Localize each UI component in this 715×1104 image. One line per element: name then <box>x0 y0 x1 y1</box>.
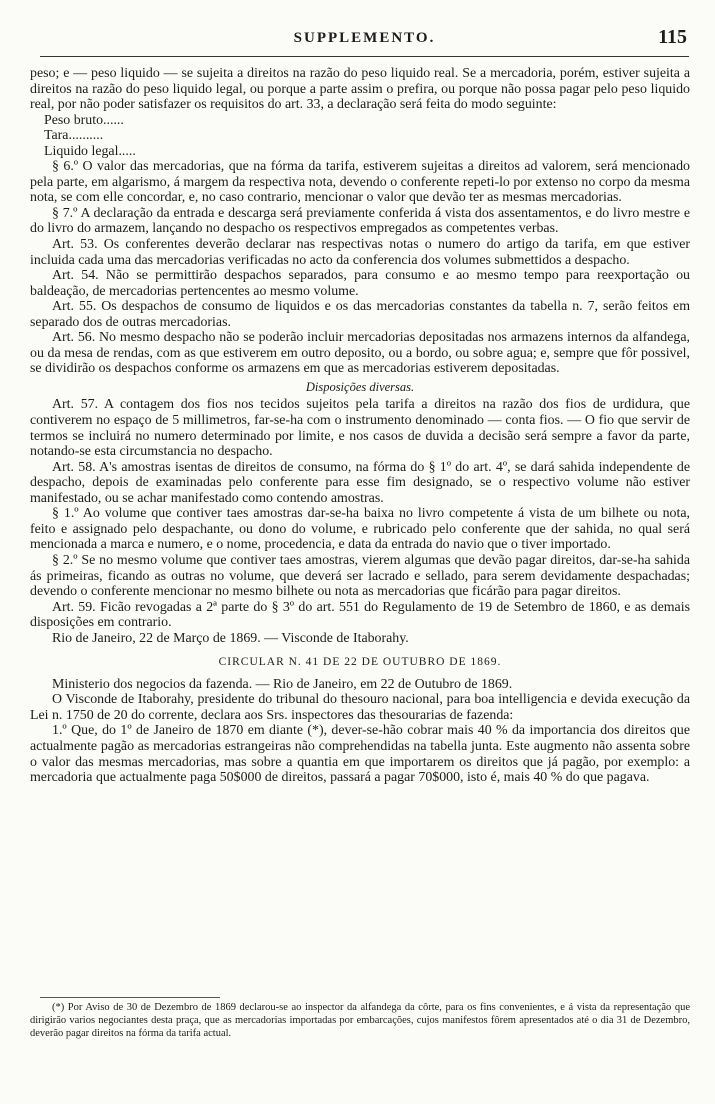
main-text <box>30 66 690 786</box>
paragraph: § 2.º Se no mesmo volume que contiver taes amostras, vierem algumas que devão pagar direitos, dar-se-ha sahida ás primeiras, ficando as outras no volume, que deverá ser lacrado e sellado, para serem devidamente despachadas; devendo o conferente mencionar no mesmo bilhete ou nota as mercadorias que ficárão para pagar direitos. <box>30 552 690 600</box>
paragraph: peso; e — peso liquido — se sujeita a direitos na razão do peso liquido real. Se a mercadoria, porém, estiver sujeita a direitos na razão do peso liquido legal, ou porque a parte assim o prefira, ou porque não possa pagar pelo peso liquido real, por não poder satisfazer os requisitos do art. 33, a declaração será feita do modo seguinte: <box>30 66 690 113</box>
paragraph: 1.º Que, do 1º de Janeiro de 1870 em diante (*), dever-se-hão cobrar mais 40 % da importancia dos direitos que actualmente pagão as mercadorias estrangeiras não comprehendidas na tabella junta. Este augmento não assenta sobre o valor das mesmas mercadorias, mas sobre a quantia em que importarem os direitos que já pagão, por exemplo: a mercadoria que actualmente paga 50$000 de direitos, passará a pagar 70$000, isto é, mais 40 % do que pagava. <box>30 723 690 786</box>
paragraph: O Visconde de Itaborahy, presidente do tribunal do thesouro nacional, para boa intelligencia e devida execução da Lei n. 1750 de 20 do corrente, declara aos Srs. inspectores das thesourarias de fazenda: <box>30 692 690 723</box>
section-heading: Disposições diversas. <box>305 379 415 394</box>
footnote: (*) Por Aviso de 30 de Dezembro de 1869 declarou-se ao inspector da alfandega da côrte, para os fins convenientes, e á vista da representação que dirigirão varios negociantes desta praça, que as mercadorias importadas por embarcações, cujos manifestos fôrem apresentados até o dia 31 de Dezembro, deverão pagar direitos na fórma da tarifa actual. <box>30 1002 690 1039</box>
paragraph: Art. 59. Ficão revogadas a 2ª parte do § 3º do art. 551 do Regulamento de 19 de Setembro de 1860, e as demais disposições em contrario. <box>30 599 690 631</box>
paragraph: Art. 57. A contagem dos fios nos tecidos sujeitos pela tarifa a direitos na razão dos fios de urdidura, que contiverem no espaço de 5 millimetros, far-se-ha com o instrumento denominado — conta fios. — O fio que servir de termos se incluirá no numero determinado por limite, e nos casos de duvida a decisão será sempre a favor da parte, notando-se esta circumstancia no despacho. <box>30 397 690 460</box>
paragraph: Art. 55. Os despachos de consumo de liquidos e os das mercadorias constantes da tabella n. 7, serão feitos em separado dos de outras mercadorias. <box>30 299 690 330</box>
paragraph: § 7.º A declaração da entrada e descarga será previamente conferida á vista dos assentamentos, e do livro mestre e do livro do armazem, lançando no despacho os respectivos empregados as competentes verbas. <box>30 205 690 237</box>
page-header <box>40 24 689 57</box>
running-title: SUPPLEMENTO. <box>293 30 436 46</box>
paragraph: Ministerio dos negocios da fazenda. — Rio de Janeiro, em 22 de Outubro de 1869. <box>52 676 513 692</box>
circular-heading: CIRCULAR N. 41 DE 22 DE OUTUBRO DE 1869. <box>218 656 502 669</box>
paragraph: § 6.º O valor das mercadorias, que na fórma da tarifa, estiverem sujeitas a direitos ad valorem, será mencionado pela parte, em algarismo, á margem da respectiva nota, devendo o conferente repeti-lo por extenso no corpo da mesma nota, se com elle concordar, e, no caso contrario, mencionar o valor que devão ter as mesmas mercadorias. <box>30 159 690 206</box>
page-number: 115 <box>658 26 687 48</box>
paragraph: Rio de Janeiro, 22 de Março de 1869. — Visconde de Itaborahy. <box>52 630 409 646</box>
paragraph: Art. 58. A's amostras isentas de direitos de consumo, na fórma do § 1º do art. 4º, se dará sahida independente de despacho, depois de examinadas pelo conferente para esse fim designado, se o respectivo volume não estiver manifestado, ou se achar manifestado como contendo amostras. <box>30 459 690 506</box>
footnote-rule <box>40 997 220 998</box>
paragraph: Art. 54. Não se permittirão despachos separados, para consumo e ao mesmo tempo para reexportação ou baldeação, de mercadorias pertencentes ao mesmo volume. <box>30 268 690 299</box>
paragraph: § 1.º Ao volume que contiver taes amostras dar-se-ha baixa no livro competente á vista de um bilhete ou nota, feito e assignado pelo despachante, ou dono do volume, e rubricado pelo conferente que der sahida, no qual será mencionada a marca e numero, e o nome, procedencia, e data da entrada do navio que o tiver importado. <box>30 506 690 553</box>
paragraph: Tara.......... <box>44 128 104 144</box>
paragraph: Peso bruto...... <box>44 112 124 128</box>
paragraph: Liquido legal..... <box>44 143 136 159</box>
paragraph: Art. 53. Os conferentes deverão declarar nas respectivas notas o numero do artigo da tarifa, em que estiver incluida cada uma das mercadorias verificadas no acto da conferencia dos volumes submettidos a despacho. <box>30 237 690 268</box>
paragraph: Art. 56. No mesmo despacho não se poderão incluir mercadorias depositadas nos armazens internos da alfandega, ou da mesa de rendas, com as que estiverem em outro deposito, ou a bordo, ou sobre agua; e, sempre que fôr possivel, se dividirão os despachos conforme os armazens em que as mercadorias estiverem depositadas. <box>30 330 690 377</box>
